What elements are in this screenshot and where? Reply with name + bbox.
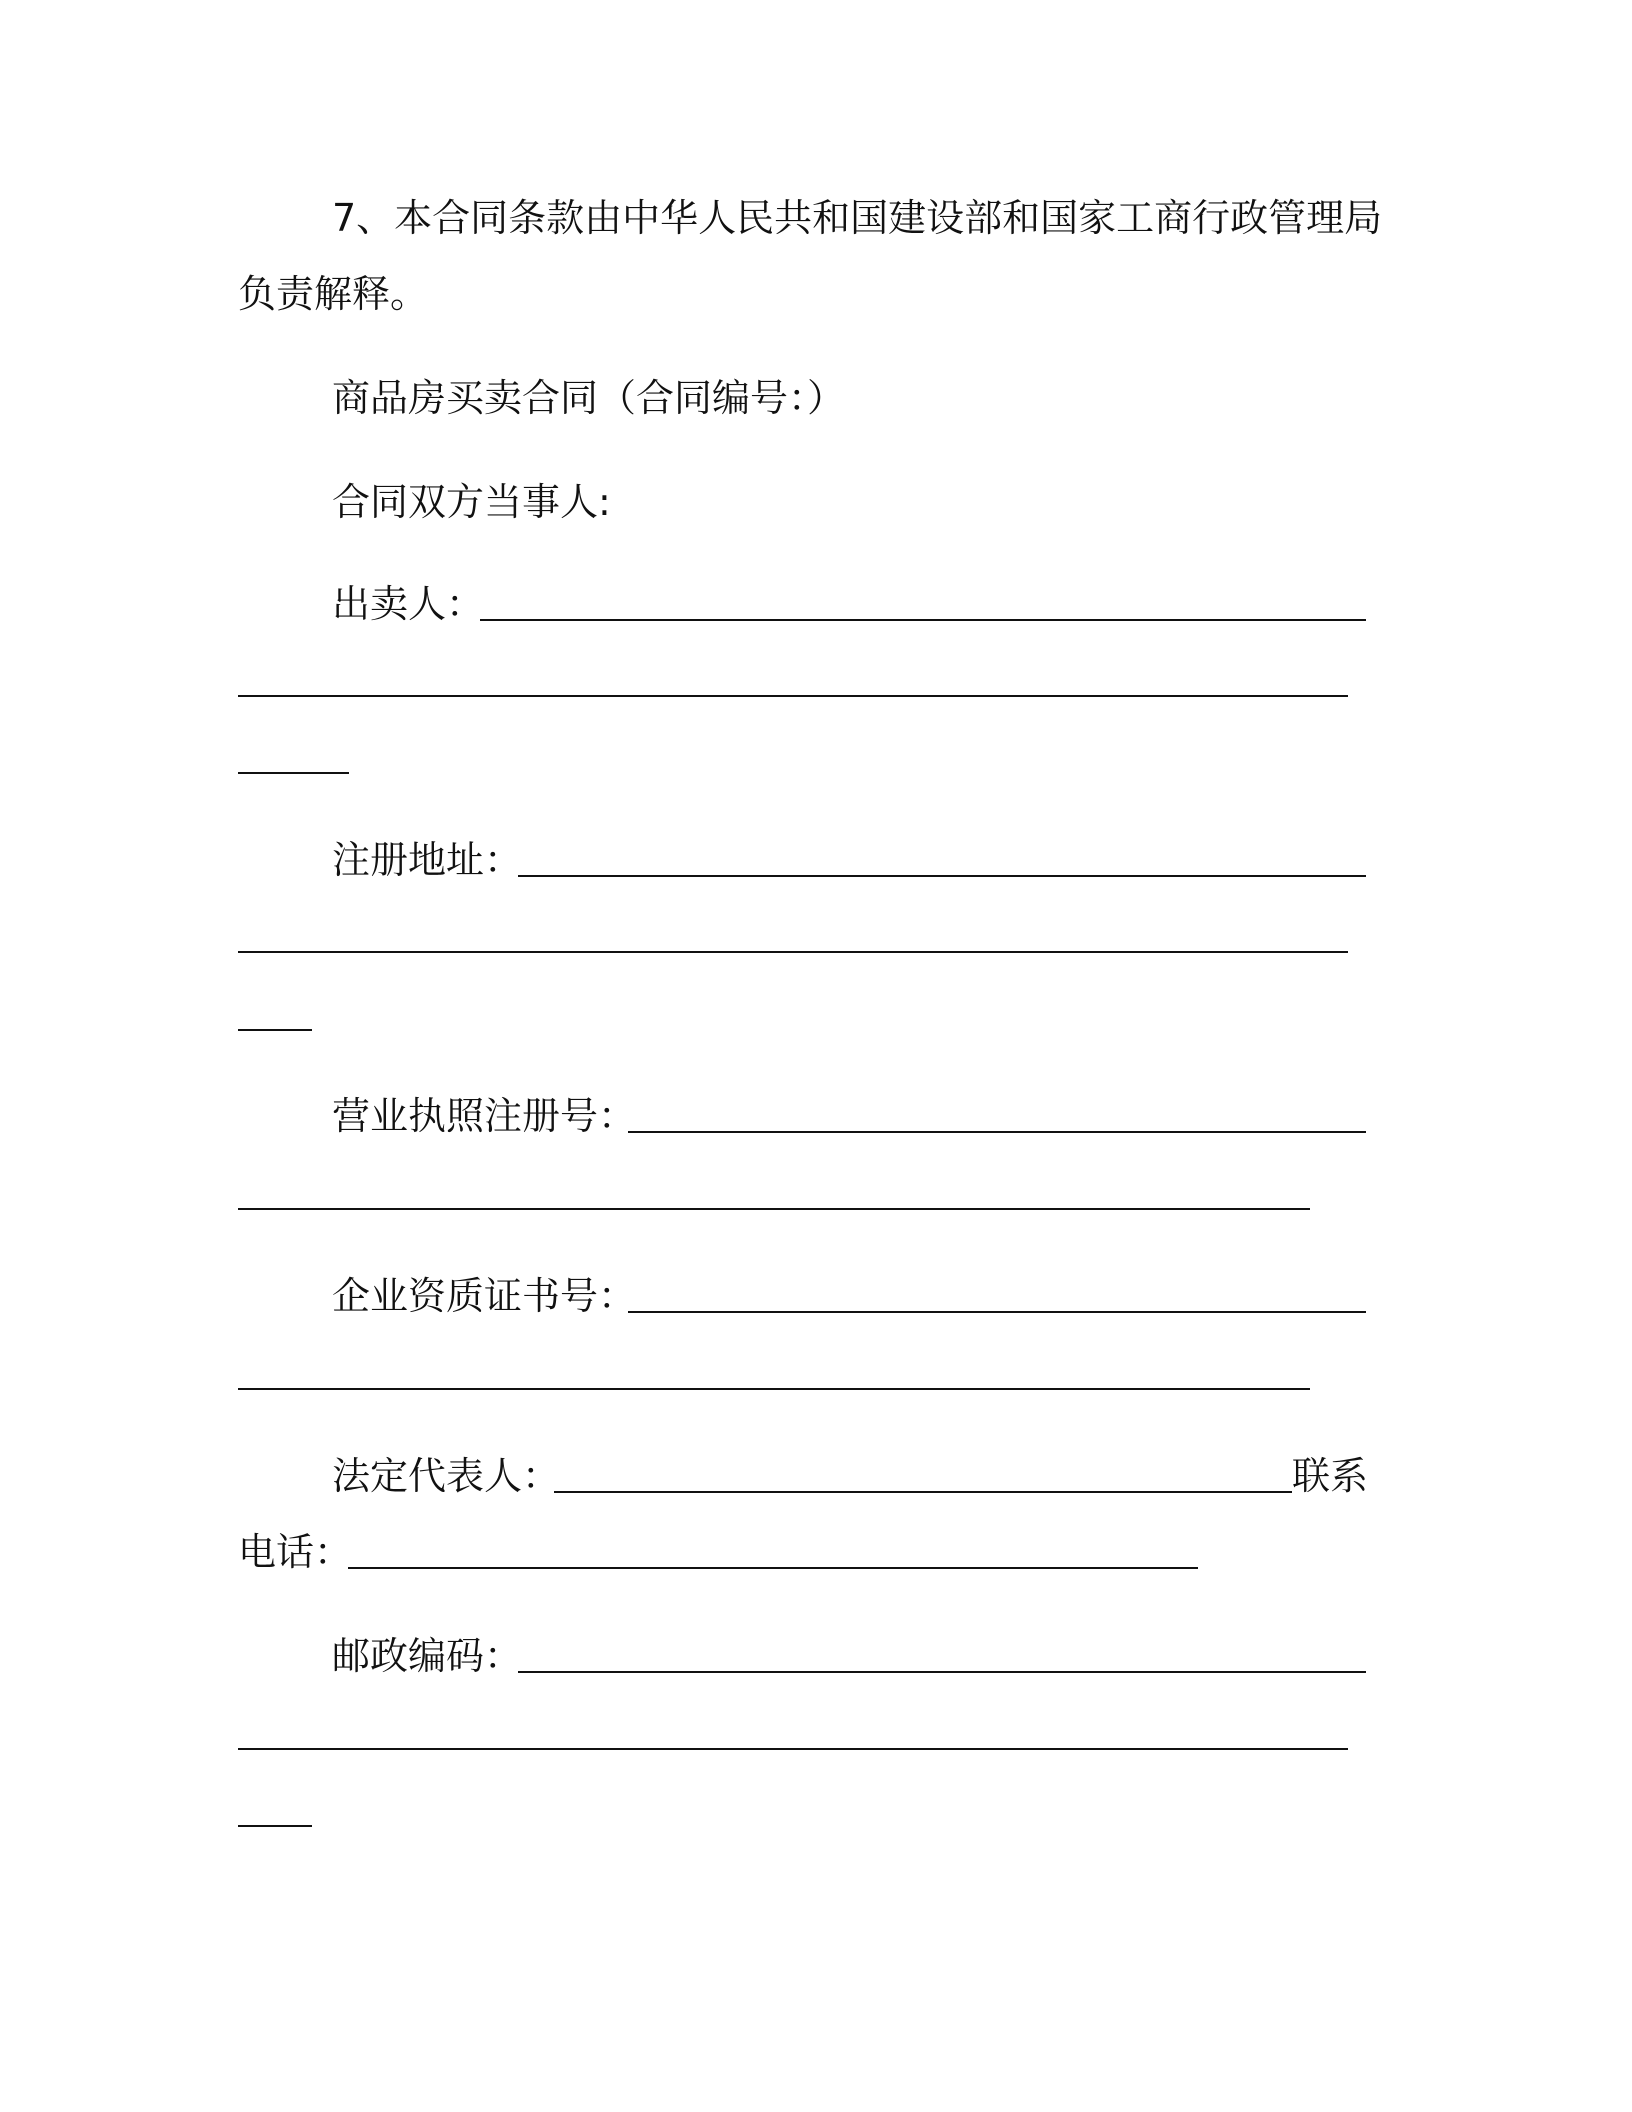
seller-label: 出卖人：	[332, 582, 485, 626]
postal-code-blank-line-1[interactable]	[518, 1671, 1366, 1673]
postal-code-blank-line-3[interactable]	[238, 1825, 312, 1827]
contact-phone-label-part-2: 电话：	[238, 1530, 353, 1574]
qualification-cert-label: 企业资质证书号：	[332, 1274, 637, 1318]
contact-phone-label-part-1: 联系	[1292, 1454, 1369, 1498]
parties-heading: 合同双方当事人:	[332, 480, 611, 524]
qualification-cert-blank-line-1[interactable]	[628, 1311, 1366, 1313]
business-license-label: 营业执照注册号：	[332, 1094, 637, 1138]
registered-address-blank-line-3[interactable]	[238, 1029, 312, 1031]
seller-blank-line-3[interactable]	[238, 772, 349, 774]
registered-address-blank-line-1[interactable]	[518, 875, 1366, 877]
contract-title: 商品房买卖合同（合同编号：）	[332, 376, 846, 420]
postal-code-blank-line-2[interactable]	[238, 1748, 1348, 1750]
clause-7-line-2: 负责解释。	[238, 272, 429, 316]
business-license-blank-line-2[interactable]	[238, 1208, 1310, 1210]
seller-blank-line-2[interactable]	[238, 695, 1348, 697]
contact-phone-blank-line[interactable]	[348, 1567, 1198, 1569]
legal-rep-blank-line[interactable]	[554, 1491, 1292, 1493]
seller-blank-line-1[interactable]	[480, 619, 1366, 621]
registered-address-blank-line-2[interactable]	[238, 951, 1348, 953]
clause-7-line-1: 7、本合同条款由中华人民共和国建设部和国家工商行政管理局	[332, 196, 1383, 240]
business-license-blank-line-1[interactable]	[628, 1131, 1366, 1133]
postal-code-label: 邮政编码：	[332, 1634, 523, 1678]
legal-rep-label: 法定代表人：	[332, 1454, 561, 1498]
registered-address-label: 注册地址：	[332, 838, 523, 882]
qualification-cert-blank-line-2[interactable]	[238, 1388, 1310, 1390]
